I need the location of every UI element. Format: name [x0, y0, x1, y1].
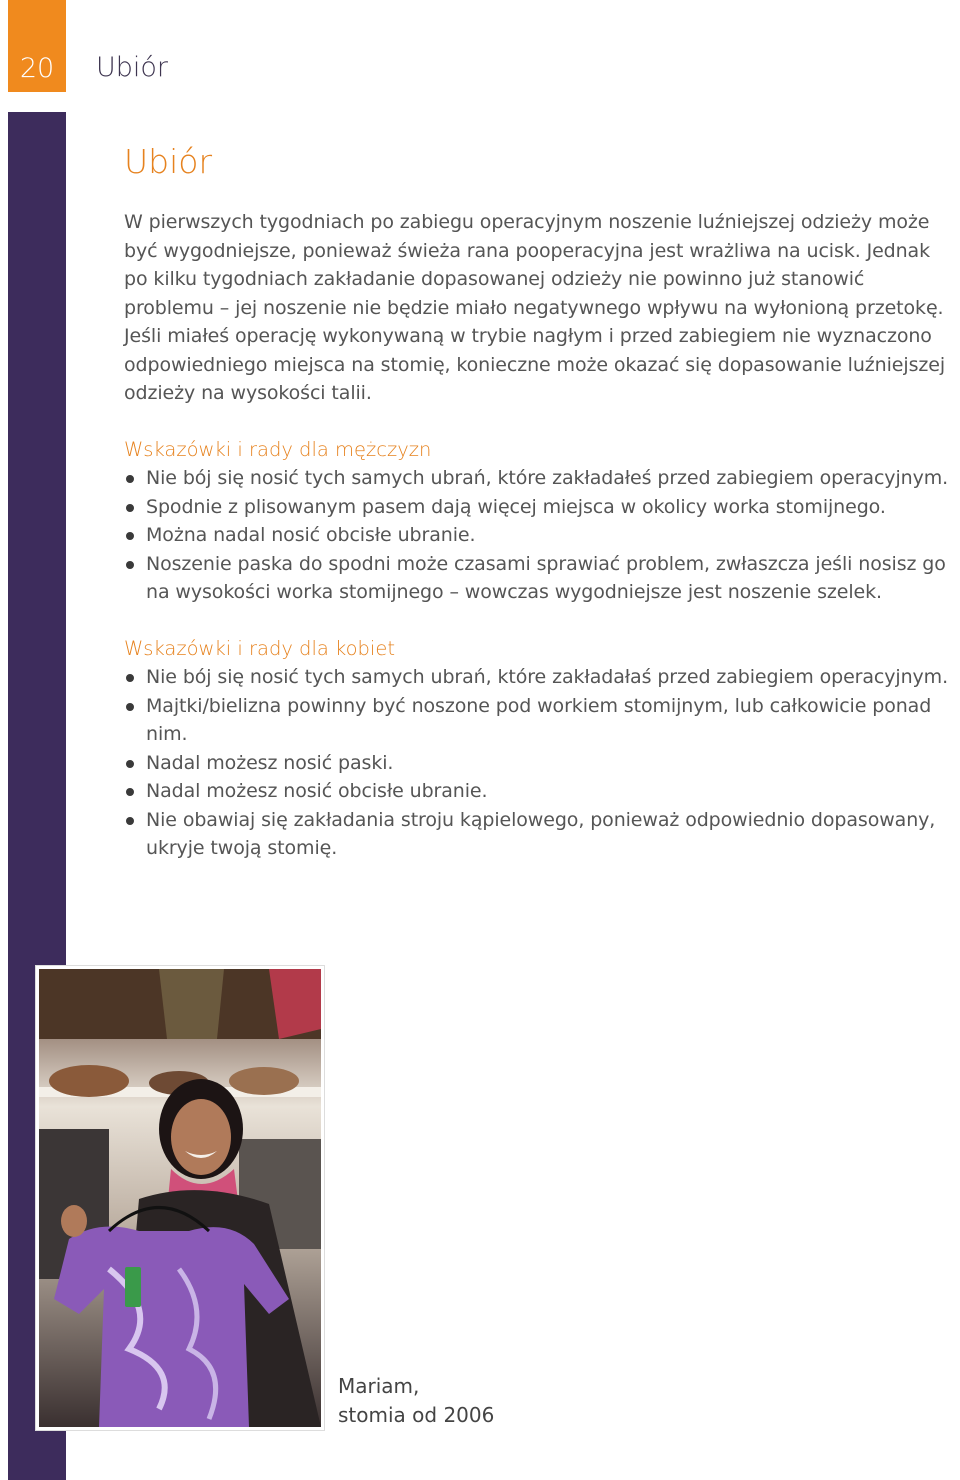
- bullet-icon: [126, 532, 134, 540]
- intro-paragraph: W pierwszych tygodniach po zabiegu operacyjnym noszenie luźniejszej odzieży może być wygodniejsze, ponieważ świeża rana pooperacyjna jest wrażliwa na ucisk. Jednak po kilku tygodniach zakładanie dopasowanej odzieży nie powinno już stanowić problemu – jej noszenie nie będzie miało negatywnego wpływu na wyłonioną przetokę. Jeśli miałeś operację wykonywaną w trybie nagłym i przed zabiegiem nie wyznaczono odpowiedniego miejsca na stomię, konieczne może okazać się dopasowanie luźniejszej odzieży na wysokości talii.: [124, 211, 946, 404]
- page-number: 20: [8, 0, 66, 92]
- list-item: Spodnie z plisowanym pasem dają więcej miejsca w okolicy worka stomijnego.: [124, 493, 954, 522]
- main-content: [124, 142, 954, 863]
- photo-illustration: [39, 969, 321, 1427]
- list-item: Nie bój się nosić tych samych ubrań, które zakładałaś przed zabiegiem operacyjnym.: [124, 663, 954, 692]
- list-item: Nadal możesz nosić obcisłe ubranie.: [124, 777, 954, 806]
- bullet-icon: [126, 475, 134, 483]
- bullet-icon: [126, 817, 134, 825]
- bullet-icon: [126, 674, 134, 682]
- men-tips-heading: Wskazówki i rady dla mężczyzn: [124, 437, 432, 461]
- list-item: Majtki/bielizna powinny być noszone pod workiem stomijnym, lub całkowicie ponad nim.: [124, 692, 954, 749]
- caption-detail: stomia od 2006: [338, 1403, 495, 1427]
- women-tips-list: [124, 663, 954, 863]
- running-title: Ubiór: [96, 52, 169, 83]
- photo-caption: [338, 1372, 494, 1430]
- list-item: Można nadal nosić obcisłe ubranie.: [124, 521, 954, 550]
- list-item: Nie bój się nosić tych samych ubrań, które zakładałeś przed zabiegiem operacyjnym.: [124, 464, 954, 493]
- bullet-icon: [126, 504, 134, 512]
- list-item: Noszenie paska do spodni może czasami sprawiać problem, zwłaszcza jeśli nosisz go na wysokości worka stomijnego – wowczas wygodniejsze jest noszenie szelek.: [124, 550, 954, 607]
- list-item: Nadal możesz nosić paski.: [124, 749, 954, 778]
- bullet-icon: [126, 561, 134, 569]
- women-tips-heading: Wskazówki i rady dla kobiet: [124, 636, 395, 660]
- caption-name: Mariam,: [338, 1374, 420, 1398]
- bullet-icon: [126, 760, 134, 768]
- men-tips-list: [124, 464, 954, 607]
- bullet-icon: [126, 788, 134, 796]
- page-title: Ubiór: [124, 142, 213, 181]
- woman-holding-top-photo: [36, 966, 324, 1430]
- list-item: Nie obawiaj się zakładania stroju kąpielowego, ponieważ odpowiednio dopasowany, ukryje twoją stomię.: [124, 806, 954, 863]
- bullet-icon: [126, 703, 134, 711]
